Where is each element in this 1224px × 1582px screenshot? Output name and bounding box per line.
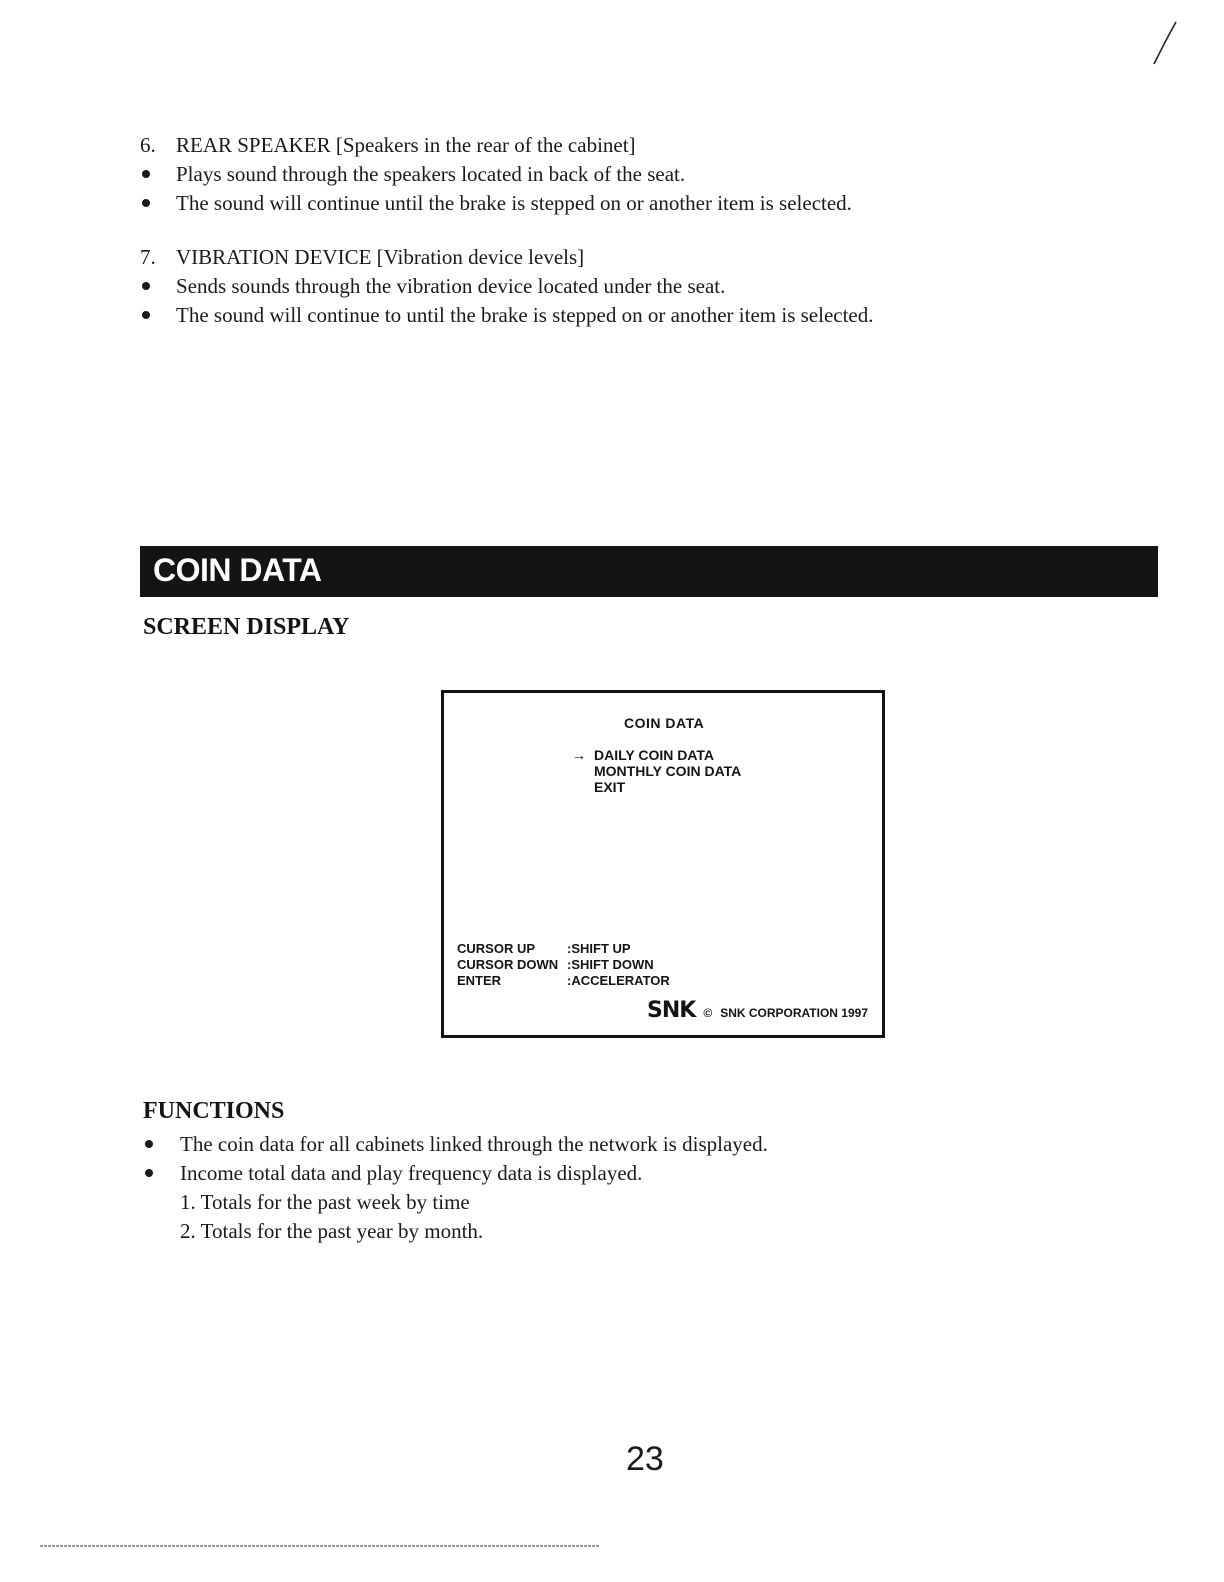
snk-logo: SNK	[647, 998, 696, 1023]
bullet-item	[140, 272, 874, 301]
bullet-icon	[142, 170, 150, 178]
banner-title: COIN DATA	[153, 552, 322, 588]
bullet-text: The coin data for all cabinets linked through the network is displayed.	[180, 1132, 768, 1156]
section-title: VIBRATION DEVICE [Vibration device levels]	[176, 245, 585, 269]
screen-title: COIN DATA	[624, 715, 705, 731]
sub-item-text: 2. Totals for the past year by month.	[180, 1219, 484, 1243]
section-title: REAR SPEAKER [Speakers in the rear of the cabinet]	[176, 133, 636, 157]
control-action: :SHIFT DOWN	[567, 957, 654, 972]
bullet-icon	[145, 1140, 153, 1148]
menu-item-monthly-coin-data	[572, 763, 741, 779]
rear-speaker-section	[140, 131, 852, 218]
section-heading-row	[140, 131, 852, 160]
bullet-text: Sends sounds through the vibration device located under the seat.	[176, 274, 726, 298]
cursor-arrow-icon: →	[572, 747, 586, 763]
bullet-icon	[142, 199, 150, 207]
control-action: :SHIFT UP	[567, 941, 631, 956]
bullet-item	[143, 1159, 768, 1188]
control-action: :ACCELERATOR	[567, 973, 670, 988]
control-key: CURSOR UP	[457, 941, 536, 956]
control-key: CURSOR DOWN	[457, 957, 559, 972]
copyright-line	[647, 998, 868, 1023]
menu-item-label: EXIT	[594, 779, 626, 795]
scan-edge-artifact	[40, 1542, 600, 1550]
bullet-text: The sound will continue until the brake is stepped on or another item is selected.	[176, 191, 852, 215]
bullet-item	[140, 301, 874, 330]
section-number: 7.	[140, 245, 156, 269]
section-number: 6.	[140, 133, 156, 157]
section-heading-row	[140, 243, 874, 272]
menu-item-daily-coin-data	[572, 747, 741, 763]
bullet-icon	[142, 311, 150, 319]
control-row-cursor-up	[457, 941, 670, 957]
bullet-text: The sound will continue to until the brake is stepped on or another item is selected.	[176, 303, 874, 327]
screen-display-heading: SCREEN DISPLAY	[143, 614, 350, 640]
bullet-icon	[142, 282, 150, 290]
bullet-text: Income total data and play frequency data is displayed.	[180, 1161, 643, 1185]
copyright-icon: ©	[703, 1006, 713, 1020]
screen-display-box	[441, 690, 885, 1038]
sub-list-item	[143, 1217, 768, 1246]
page-number: 23	[626, 1440, 664, 1478]
control-row-enter	[457, 973, 670, 989]
menu-item-label: MONTHLY COIN DATA	[594, 763, 742, 779]
coin-data-banner	[140, 546, 1158, 597]
control-row-cursor-down	[457, 957, 670, 973]
vibration-device-section	[140, 243, 874, 330]
control-key: ENTER	[457, 973, 502, 988]
menu-item-label: DAILY COIN DATA	[594, 747, 715, 763]
sub-item-text: 1. Totals for the past week by time	[180, 1190, 470, 1214]
bullet-item	[140, 189, 852, 218]
sub-list-item	[143, 1188, 768, 1217]
menu-item-exit	[572, 779, 741, 795]
pen-mark-icon	[1150, 18, 1180, 68]
bullet-text: Plays sound through the speakers located in back of the seat.	[176, 162, 686, 186]
bullet-item	[140, 160, 852, 189]
screen-menu	[572, 747, 741, 795]
functions-heading: FUNCTIONS	[143, 1098, 285, 1124]
bullet-icon	[145, 1169, 153, 1177]
functions-section	[143, 1130, 768, 1246]
control-legend	[457, 941, 670, 989]
copyright-text: SNK CORPORATION 1997	[720, 1006, 868, 1020]
bullet-item	[143, 1130, 768, 1159]
